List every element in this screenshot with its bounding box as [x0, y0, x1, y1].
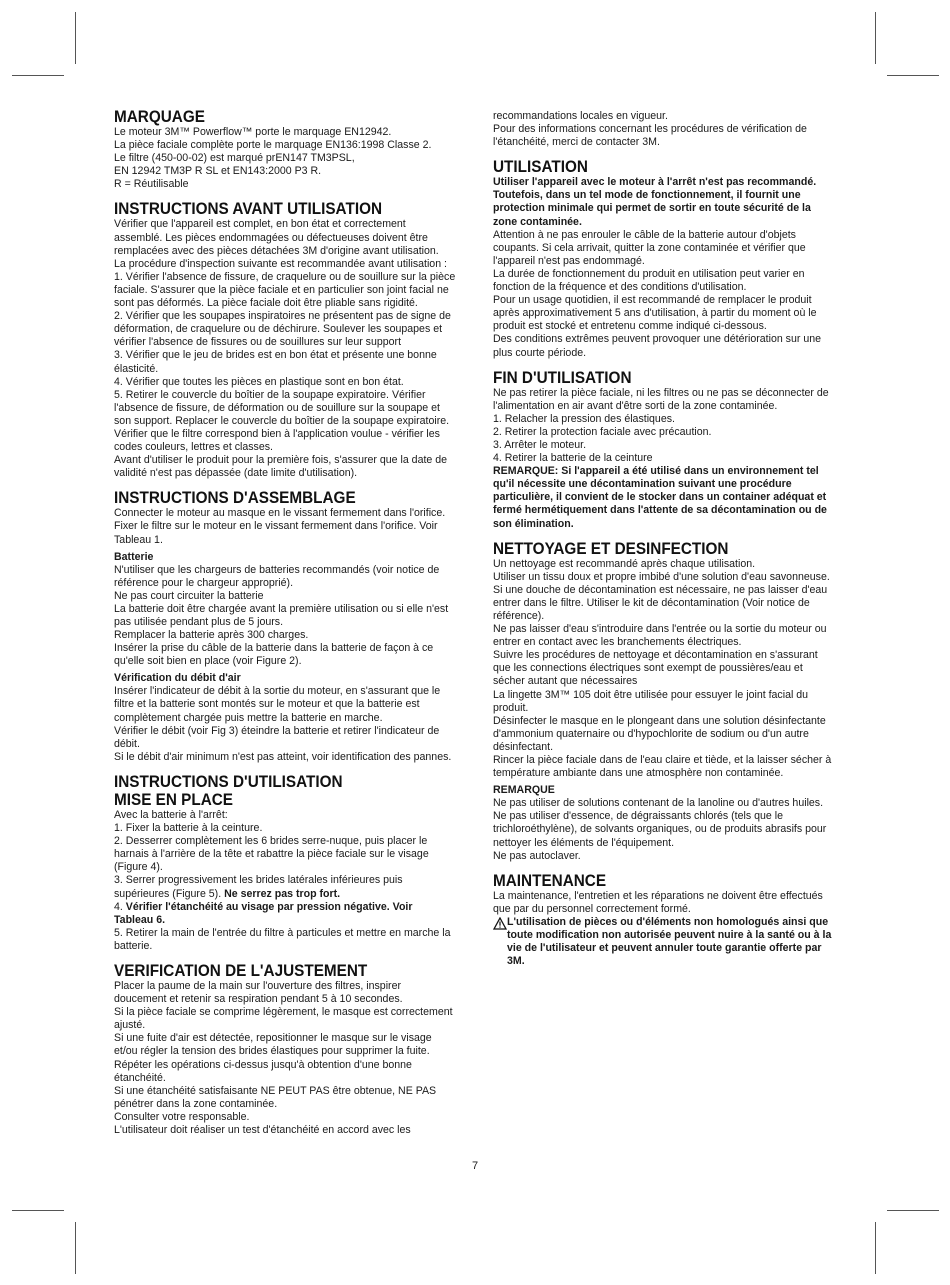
warning-note — [493, 916, 835, 968]
section-utilisation — [493, 158, 835, 359]
crop-mark — [75, 1222, 76, 1274]
body-line: Pour un usage quotidien, il est recommandé de remplacer le produit — [493, 294, 812, 307]
crop-mark — [875, 12, 876, 64]
body-line: étanchéité. — [114, 1071, 166, 1084]
body-line: Ne pas laisser d'eau s'introduire dans l'entrée ou la sortie du moteur ou — [493, 623, 827, 636]
body-line: Vérifier que l'appareil est complet, en bon état et correctement — [114, 218, 406, 231]
body-line: fonction de la fréquence et des conditions d'utilisation. — [493, 281, 747, 294]
section-continuation — [493, 110, 835, 149]
body-line: toute modification non autorisée peuvent nuire à la santé ou à la — [507, 928, 832, 941]
section-verification — [114, 962, 456, 1137]
right-column — [493, 110, 835, 968]
body-line: 4. Retirer la batterie de la ceinture — [493, 452, 653, 465]
body-line: Utiliser un tissu doux et propre imbibé d'une solution d'eau savonneuse. — [493, 570, 830, 583]
bold-remark — [493, 465, 835, 530]
section-title: INSTRUCTIONS D'UTILISATION — [114, 771, 343, 791]
body-line: 2. Desserrer complètement les 6 brides serre-nuque, puis placer le — [114, 835, 428, 848]
body-line: Insérer l'indicateur de débit à la sortie du moteur, en s'assurant que le — [114, 685, 441, 698]
body-line: Remplacer la batterie après 300 charges. — [114, 629, 309, 642]
body-line: Un nettoyage est recommandé après chaque utilisation. — [493, 557, 756, 570]
section-assemblage — [114, 489, 456, 764]
body-line: pas utilisée pendant plus de 5 jours. — [114, 616, 284, 628]
section-title: MISE EN PLACE — [114, 789, 234, 809]
subsection-title: REMARQUE — [493, 784, 555, 797]
body-line: Si une fuite d'air est détectée, repositionner le masque sur le visage — [114, 1032, 432, 1045]
body-line: Attention à ne pas enrouler le câble de la batterie autour d'objets — [493, 228, 796, 241]
section-title: INSTRUCTIONS D'ASSEMBLAGE — [114, 488, 356, 508]
body-line: assemblé. Les pièces endommagées ou défectueuses doivent être — [114, 231, 428, 244]
body-line: produit est stocké et entretenu comme indiqué ci-dessous. — [493, 320, 767, 333]
body-line: complètement chargée puis mettre la batterie en marche. — [114, 711, 383, 724]
body-line: La lingette 3M™ 105 doit être utilisée pour essuyer le joint facial du — [493, 688, 809, 701]
body-line: Avant d'utiliser le produit pour la première fois, s'assurer que la date de — [114, 454, 448, 467]
body-line: que les connections électriques sont exempt de poussières/eau et — [493, 662, 803, 675]
warning-text — [507, 916, 831, 968]
body-line: l'appareil n'est pas endommagé. — [493, 254, 645, 267]
section-body — [493, 890, 835, 916]
body-line: vie de l'utilisateur et peuvent annuler toute garantie offerte par — [507, 942, 822, 955]
body-line: 1. Fixer la batterie à la ceinture. — [114, 822, 263, 835]
crop-mark — [887, 1210, 939, 1211]
body-line: fermé hermétiquement dans l'attente de sa décontamination ou de — [493, 504, 827, 517]
subsection-body — [114, 685, 456, 764]
body-line: Si une étanchéité satisfaisante NE PEUT PAS être obtenue, NE PAS — [114, 1084, 437, 1097]
body-line: Vérifier que le filtre correspond bien à l'application voulue - vérifier les — [114, 427, 440, 440]
body-line: 3. Vérifier que le jeu de brides est en bon état et présente une bonne — [114, 349, 437, 362]
body-line — [114, 888, 456, 901]
body-line: N'utiliser que les chargeurs de batteries recommandés (voir notice de — [114, 563, 440, 576]
section-body — [493, 387, 835, 466]
body-line: faciale. S'assurer que la pièce faciale et en particulier son joint facial ne — [114, 283, 449, 296]
section-title: FIN D'UTILISATION — [493, 367, 632, 387]
section-utilisation-instructions — [114, 773, 456, 953]
body-line: Si la pièce faciale se comprime légèrement, le masque est correctement — [114, 1006, 453, 1019]
body-line: qu'il nécessite une décontamination suivant une procédure — [493, 478, 792, 491]
body-line: déformation, de craquelure ou de déchirure. Soulever les soupapes et — [114, 323, 443, 336]
body-line: recommandations locales en vigueur. — [493, 110, 668, 122]
body-line: R = Réutilisable — [114, 178, 189, 191]
body-line: 3. Serrer progressivement les brides latérales inférieures puis — [114, 874, 403, 887]
section-avant-utilisation — [114, 200, 456, 480]
body-line: désinfectant. — [493, 740, 554, 753]
body-line: élasticité. — [114, 362, 159, 375]
body-line: Si une douche de décontamination est nécessaire, ne pas laisser d'eau — [493, 583, 828, 596]
body-line: que par du personnel correctement formé. — [493, 902, 691, 915]
body-line: REMARQUE: Si l'appareil a été utilisé dans un environnement tel — [493, 465, 819, 478]
body-line: Placer la paume de la main sur l'ouverture des filtres, inspirer — [114, 979, 402, 992]
text-run: supérieures (Figure 5). — [114, 887, 225, 900]
body-line: Avec la batterie à l'arrêt: — [114, 808, 228, 821]
body-line: Le filtre (450-00-02) est marqué prEN147 TM3PSL, — [114, 152, 355, 165]
text-run: 4. — [114, 900, 126, 913]
body-line: et/ou régler la tension des brides élastiques pour supprimer la fuite. — [114, 1045, 430, 1058]
body-line: Pour des informations concernant les procédures de vérification de — [493, 123, 807, 136]
body-line: entrer dans le filtre. Utiliser le kit de décontamination (Voir notice de — [493, 596, 810, 609]
section-maintenance — [493, 872, 835, 969]
crop-mark — [875, 1222, 876, 1274]
body-line: l'absence de fissure, de déformation ou de souillure sur la soupape et — [114, 401, 440, 414]
body-line: l'alimentation en air avant d'être sorti de la zone contaminée. — [493, 399, 778, 412]
body-line: Tableau 6. — [114, 913, 166, 926]
section-body — [493, 229, 835, 360]
crop-mark — [12, 1210, 64, 1211]
body-line: EN 12942 TM3P R SL et EN143:2000 P3 R. — [114, 165, 322, 178]
body-line: filtre et la batterie sont montés sur le moteur et que la batterie est — [114, 698, 420, 711]
section-title: NETTOYAGE ET DESINFECTION — [493, 538, 729, 558]
body-line: La batterie doit être chargée avant la première utilisation ou si elle n'est — [114, 602, 449, 615]
body-line: nettoyer les éléments de l'équipement. — [493, 836, 675, 849]
body-line: vérifier l'absence de fissures ou de souillures sur leur support — [114, 336, 402, 349]
body-line: L'utilisateur doit réaliser un test d'étanchéité en accord avec les — [114, 1124, 411, 1136]
body-line: Répéter les opérations ci-dessus jusqu'à obtention d'une bonne — [114, 1058, 412, 1071]
body-line: Ne pas autoclaver. — [493, 849, 581, 862]
body-line: son support. Replacer le couvercle du boîtier de la soupape expiratoire. — [114, 414, 450, 427]
body-line: 3. Arrêter le moteur. — [493, 438, 587, 451]
subsection-body — [493, 797, 835, 862]
body-line: Utiliser l'appareil avec le moteur à l'arrêt n'est pas recommandé. — [493, 176, 817, 189]
body-line: 1. Relacher la pression des élastiques. — [493, 412, 675, 425]
section-marquage — [114, 108, 456, 191]
body-line: 3M. — [507, 955, 525, 968]
body-line: entrer en contact avec les branchements électriques. — [493, 636, 742, 649]
body-line: L'utilisation de pièces ou d'éléments non homologués ainsi que — [507, 915, 829, 928]
body-line: 2. Retirer la protection faciale avec précaution. — [493, 425, 712, 438]
body-line: particulière, il convient de le stocker dans un container adéquat et — [493, 491, 827, 504]
body-line: La durée de fonctionnement du produit en utilisation peut varier en — [493, 267, 805, 280]
bold-text-run: Vérifier l'étanchéité au visage par pression négative. Voir — [125, 900, 413, 913]
body-line: Ne pas utiliser de solutions contenant de la lanoline ou d'autres huiles. — [493, 797, 824, 810]
body-line: Fixer le filtre sur le moteur en le vissant fermement dans l'orifice. Voir — [114, 520, 438, 533]
body-line: harnais à l'arrière de la tête et rabattre la pièce faciale sur le visage — [114, 848, 429, 861]
body-line: sécher autant que nécessaires — [493, 675, 638, 688]
subsection-title: Batterie — [114, 550, 154, 563]
body-line: Insérer la prise du câble de la batterie dans la batterie de façon à ce — [114, 642, 434, 655]
body-line: Ne pas utiliser d'essence, de dégraissants chlorés (tels que le — [493, 810, 783, 823]
body-line — [114, 901, 456, 914]
body-line: Le moteur 3M™ Powerflow™ porte le marquage EN12942. — [114, 126, 392, 138]
body-line: zone contaminée. — [493, 215, 582, 228]
body-line: Consulter votre responsable. — [114, 1110, 250, 1123]
body-line: Si le débit d'air minimum n'est pas atteint, voir identification des pannes. — [114, 750, 452, 763]
crop-mark — [75, 12, 76, 64]
body-line: batterie. — [114, 939, 153, 952]
body-line: trichloroéthylène), de solvants organiques, ou de produits abrasifs pour — [493, 823, 827, 836]
bold-text-run: Ne serrez pas trop fort. — [224, 887, 341, 900]
body-line: Suivre les procédures de nettoyage et décontamination en s'assurant — [493, 649, 818, 662]
body-line: pénétrer dans la zone contaminée. — [114, 1097, 278, 1110]
body-line: coupants. Si cela arrivait, quitter la zone contaminée et vérifier que — [493, 241, 806, 254]
section-title: VERIFICATION DE L'AJUSTEMENT — [114, 960, 368, 980]
body-line: Ne pas retirer la pièce faciale, ni les filtres ou ne pas se déconnecter de — [493, 386, 829, 399]
section-body — [114, 218, 456, 480]
body-line: Toutefois, dans un tel mode de fonctionnement, il fournit une — [493, 189, 801, 202]
page-number: 7 — [471, 1160, 479, 1172]
body-line: 5. Retirer la main de l'entrée du filtre à particules et mettre en marche la — [114, 926, 451, 939]
body-line: La pièce faciale complète porte le marquage EN136:1998 Classe 2. — [114, 139, 432, 152]
section-body — [114, 126, 456, 191]
body-line: produit. — [493, 701, 529, 714]
body-line: remplacées avec des pièces détachées 3M d'origine avant utilisation. — [114, 244, 439, 257]
section-title: INSTRUCTIONS AVANT UTILISATION — [114, 199, 383, 219]
crop-mark — [887, 75, 939, 76]
section-body — [493, 558, 835, 781]
body-line: Vérifier le débit (voir Fig 3) éteindre la batterie et retirer l'indicateur de — [114, 724, 440, 737]
section-body — [493, 110, 835, 149]
body-line: Rincer la pièce faciale dans de l'eau claire et tiède, et la laisser sécher à — [493, 754, 832, 767]
body-line: validité n'est pas dépassée (date limite d'utilisation). — [114, 467, 358, 480]
body-line: Désinfecter le masque en le plongeant dans une solution désinfectante — [493, 714, 826, 727]
body-line: Des conditions extrêmes peuvent provoquer une détérioration sur une — [493, 333, 822, 346]
body-line: son élimination. — [493, 517, 574, 530]
body-line: 2. Vérifier que les soupapes inspiratoires ne présentent pas de signe de — [114, 310, 451, 323]
body-line: 1. Vérifier l'absence de fissure, de craquelure ou de souillure sur la pièce — [114, 270, 456, 283]
body-line: 5. Retirer le couvercle du boîtier de la soupape expiratoire. Vérifier — [114, 388, 426, 401]
bold-body — [493, 176, 835, 228]
section-fin-utilisation — [493, 369, 835, 531]
body-line: doucement et retenir sa respiration pendant 5 à 10 secondes. — [114, 993, 403, 1006]
body-line: référence). — [493, 610, 545, 622]
body-line: 4. Vérifier que toutes les pièces en plastique sont en bon état. — [114, 375, 404, 388]
body-line: Ne pas court circuiter la batterie — [114, 589, 264, 602]
body-line: Tableau 1. — [114, 533, 163, 546]
subsection-body — [114, 564, 456, 669]
section-body — [114, 980, 456, 1137]
body-line: après approximativement 5 ans d'utilisation, à partir du moment où le — [493, 307, 817, 320]
body-line: La procédure d'inspection suivante est recommandée avant utilisation : — [114, 257, 447, 270]
left-column — [114, 108, 456, 1137]
body-line: (Figure 4). — [114, 861, 163, 874]
body-line: protection minimale qui permet de sortir en toute sécurité de la — [493, 202, 811, 215]
body-line: référence pour le chargeur approprié). — [114, 576, 294, 589]
body-line: La maintenance, l'entretien et les réparations ne doivent être effectués — [493, 889, 823, 902]
body-line: ajusté. — [114, 1019, 146, 1032]
body-line: sont pas déformés. La pièce faciale doit être pliable sans rigidité. — [114, 297, 418, 310]
section-nettoyage — [493, 540, 835, 863]
crop-mark — [12, 75, 64, 76]
section-body — [114, 507, 456, 546]
subsection-title: Vérification du débit d'air — [114, 672, 241, 685]
section-title: MARQUAGE — [114, 107, 205, 126]
section-title: MAINTENANCE — [493, 870, 607, 890]
body-line: codes couleurs, lettres et classes. — [114, 441, 273, 454]
body-line: l'étanchéité, merci de contacter 3M. — [493, 136, 660, 149]
body-line: débit. — [114, 737, 140, 750]
body-line: qu'elle soit bien en place (voir Figure 2). — [114, 655, 302, 668]
body-line: d'ammonium quaternaire ou d'hypochlorite de sodium ou d'un autre — [493, 727, 809, 740]
body-line: plus courte période. — [493, 346, 587, 359]
warning-triangle-icon — [493, 917, 507, 935]
body-line: température ambiante dans une atmosphère non contaminée. — [493, 767, 784, 780]
section-title: UTILISATION — [493, 157, 588, 177]
body-line: Connecter le moteur au masque en le vissant fermement dans l'orifice. — [114, 507, 446, 520]
